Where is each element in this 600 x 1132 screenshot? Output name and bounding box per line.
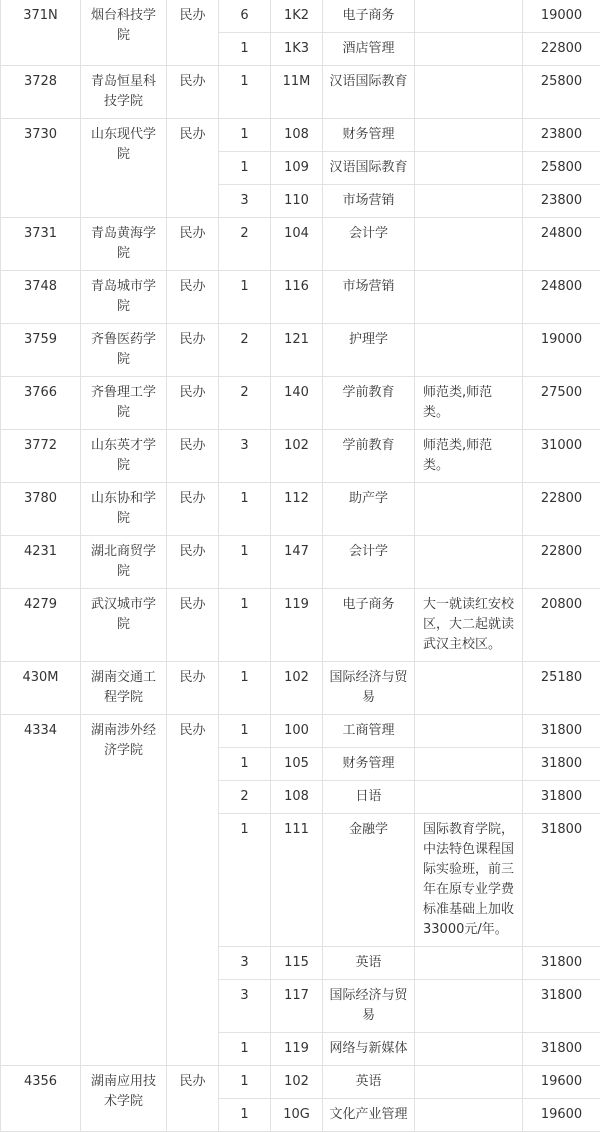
table-row xyxy=(1,430,600,483)
tuition-fee-cell: 31000 xyxy=(523,430,600,483)
school-type-cell: 民办 xyxy=(167,1066,219,1132)
note-cell xyxy=(415,1033,523,1066)
table-row xyxy=(1,483,600,536)
tuition-fee-cell: 31800 xyxy=(523,1033,600,1066)
school-name-cell: 湖北商贸学院 xyxy=(81,536,167,589)
note-cell xyxy=(415,66,523,119)
note-cell xyxy=(415,483,523,536)
school-type-cell: 民办 xyxy=(167,66,219,119)
tuition-fee-cell: 24800 xyxy=(523,271,600,324)
tuition-fee-cell: 19600 xyxy=(523,1099,600,1132)
major-code-cell: 102 xyxy=(271,662,323,715)
note-cell: 国际教育学院，中法特色课程国际实验班，前三年在原专业学费标准基础上加收33000元/年。 xyxy=(415,814,523,947)
major-code-cell: 109 xyxy=(271,152,323,185)
table-row xyxy=(1,119,600,152)
tuition-fee-cell: 25180 xyxy=(523,662,600,715)
plan-count-cell: 1 xyxy=(219,536,271,589)
major-name-cell: 汉语国际教育 xyxy=(323,66,415,119)
plan-count-cell: 1 xyxy=(219,589,271,662)
major-code-cell: 119 xyxy=(271,1033,323,1066)
school-code-cell: 430M xyxy=(1,662,81,715)
tuition-fee-cell: 27500 xyxy=(523,377,600,430)
major-name-cell: 护理学 xyxy=(323,324,415,377)
major-code-cell: 104 xyxy=(271,218,323,271)
plan-count-cell: 3 xyxy=(219,185,271,218)
school-code-cell: 3780 xyxy=(1,483,81,536)
major-code-cell: 102 xyxy=(271,430,323,483)
school-type-cell: 民办 xyxy=(167,483,219,536)
plan-count-cell: 3 xyxy=(219,947,271,980)
school-type-cell: 民办 xyxy=(167,0,219,66)
major-code-cell: 117 xyxy=(271,980,323,1033)
table-row xyxy=(1,66,600,119)
plan-count-cell: 2 xyxy=(219,218,271,271)
note-cell xyxy=(415,185,523,218)
major-name-cell: 金融学 xyxy=(323,814,415,947)
tuition-fee-cell: 31800 xyxy=(523,947,600,980)
major-name-cell: 财务管理 xyxy=(323,119,415,152)
school-type-cell: 民办 xyxy=(167,119,219,218)
school-code-cell: 4334 xyxy=(1,715,81,1066)
major-code-cell: 108 xyxy=(271,781,323,814)
major-name-cell: 会计学 xyxy=(323,536,415,589)
school-code-cell: 3728 xyxy=(1,66,81,119)
tuition-fee-cell: 25800 xyxy=(523,152,600,185)
note-cell xyxy=(415,947,523,980)
plan-count-cell: 6 xyxy=(219,0,271,33)
table-body xyxy=(1,0,600,1132)
major-name-cell: 汉语国际教育 xyxy=(323,152,415,185)
table-row xyxy=(1,218,600,271)
note-cell xyxy=(415,271,523,324)
school-code-cell: 3730 xyxy=(1,119,81,218)
note-cell xyxy=(415,33,523,66)
school-name-cell: 青岛恒星科技学院 xyxy=(81,66,167,119)
major-name-cell: 酒店管理 xyxy=(323,33,415,66)
tuition-fee-cell: 31800 xyxy=(523,814,600,947)
note-cell: 师范类,师范类。 xyxy=(415,430,523,483)
major-name-cell: 网络与新媒体 xyxy=(323,1033,415,1066)
school-type-cell: 民办 xyxy=(167,324,219,377)
note-cell xyxy=(415,1066,523,1099)
tuition-fee-cell: 23800 xyxy=(523,119,600,152)
table-row xyxy=(1,589,600,662)
tuition-fee-cell: 31800 xyxy=(523,748,600,781)
tuition-fee-cell: 22800 xyxy=(523,33,600,66)
school-name-cell: 湖南应用技术学院 xyxy=(81,1066,167,1132)
tuition-fee-cell: 19000 xyxy=(523,324,600,377)
major-code-cell: 111 xyxy=(271,814,323,947)
plan-count-cell: 1 xyxy=(219,715,271,748)
note-cell xyxy=(415,715,523,748)
plan-count-cell: 1 xyxy=(219,1033,271,1066)
major-code-cell: 121 xyxy=(271,324,323,377)
plan-count-cell: 3 xyxy=(219,980,271,1033)
major-name-cell: 文化产业管理 xyxy=(323,1099,415,1132)
note-cell xyxy=(415,781,523,814)
plan-count-cell: 2 xyxy=(219,781,271,814)
school-type-cell: 民办 xyxy=(167,536,219,589)
tuition-fee-cell: 22800 xyxy=(523,536,600,589)
major-code-cell: 10G xyxy=(271,1099,323,1132)
plan-count-cell: 3 xyxy=(219,430,271,483)
major-name-cell: 电子商务 xyxy=(323,589,415,662)
tuition-fee-cell: 20800 xyxy=(523,589,600,662)
plan-count-cell: 2 xyxy=(219,324,271,377)
school-name-cell: 湖南涉外经济学院 xyxy=(81,715,167,1066)
tuition-fee-cell: 24800 xyxy=(523,218,600,271)
major-name-cell: 市场营销 xyxy=(323,271,415,324)
plan-count-cell: 1 xyxy=(219,66,271,119)
plan-count-cell: 1 xyxy=(219,483,271,536)
tuition-fee-cell: 31800 xyxy=(523,781,600,814)
note-cell xyxy=(415,536,523,589)
school-name-cell: 山东协和学院 xyxy=(81,483,167,536)
school-type-cell: 民办 xyxy=(167,218,219,271)
major-name-cell: 会计学 xyxy=(323,218,415,271)
table-row xyxy=(1,271,600,324)
note-cell xyxy=(415,0,523,33)
plan-count-cell: 1 xyxy=(219,119,271,152)
plan-count-cell: 1 xyxy=(219,152,271,185)
tuition-fee-cell: 31800 xyxy=(523,980,600,1033)
plan-count-cell: 1 xyxy=(219,33,271,66)
school-type-cell: 民办 xyxy=(167,589,219,662)
school-code-cell: 371N xyxy=(1,0,81,66)
school-name-cell: 山东现代学院 xyxy=(81,119,167,218)
major-name-cell: 学前教育 xyxy=(323,377,415,430)
tuition-fee-cell: 22800 xyxy=(523,483,600,536)
plan-count-cell: 1 xyxy=(219,662,271,715)
table-row xyxy=(1,1066,600,1099)
table-row xyxy=(1,324,600,377)
table-row xyxy=(1,662,600,715)
major-name-cell: 日语 xyxy=(323,781,415,814)
plan-count-cell: 1 xyxy=(219,1099,271,1132)
major-name-cell: 财务管理 xyxy=(323,748,415,781)
note-cell xyxy=(415,1099,523,1132)
note-cell xyxy=(415,748,523,781)
major-code-cell: 11M xyxy=(271,66,323,119)
school-name-cell: 山东英才学院 xyxy=(81,430,167,483)
school-type-cell: 民办 xyxy=(167,271,219,324)
school-name-cell: 齐鲁理工学院 xyxy=(81,377,167,430)
school-code-cell: 4231 xyxy=(1,536,81,589)
major-code-cell: 102 xyxy=(271,1066,323,1099)
tuition-fee-cell: 31800 xyxy=(523,715,600,748)
major-code-cell: 116 xyxy=(271,271,323,324)
major-name-cell: 英语 xyxy=(323,1066,415,1099)
major-name-cell: 市场营销 xyxy=(323,185,415,218)
school-name-cell: 齐鲁医药学院 xyxy=(81,324,167,377)
note-cell xyxy=(415,980,523,1033)
school-code-cell: 3731 xyxy=(1,218,81,271)
major-name-cell: 工商管理 xyxy=(323,715,415,748)
major-name-cell: 助产学 xyxy=(323,483,415,536)
school-code-cell: 4279 xyxy=(1,589,81,662)
school-type-cell: 民办 xyxy=(167,662,219,715)
school-type-cell: 民办 xyxy=(167,715,219,1066)
school-code-cell: 3748 xyxy=(1,271,81,324)
major-name-cell: 电子商务 xyxy=(323,0,415,33)
note-cell xyxy=(415,152,523,185)
plan-count-cell: 1 xyxy=(219,814,271,947)
table-row xyxy=(1,0,600,33)
major-code-cell: 147 xyxy=(271,536,323,589)
major-code-cell: 1K3 xyxy=(271,33,323,66)
school-name-cell: 武汉城市学院 xyxy=(81,589,167,662)
plan-count-cell: 1 xyxy=(219,748,271,781)
note-cell xyxy=(415,218,523,271)
major-code-cell: 112 xyxy=(271,483,323,536)
major-code-cell: 1K2 xyxy=(271,0,323,33)
school-code-cell: 3759 xyxy=(1,324,81,377)
school-code-cell: 3766 xyxy=(1,377,81,430)
major-code-cell: 100 xyxy=(271,715,323,748)
tuition-fee-cell: 23800 xyxy=(523,185,600,218)
note-cell: 师范类,师范类。 xyxy=(415,377,523,430)
plan-count-cell: 2 xyxy=(219,377,271,430)
plan-count-cell: 1 xyxy=(219,271,271,324)
school-type-cell: 民办 xyxy=(167,430,219,483)
major-code-cell: 140 xyxy=(271,377,323,430)
major-code-cell: 108 xyxy=(271,119,323,152)
major-name-cell: 英语 xyxy=(323,947,415,980)
major-code-cell: 115 xyxy=(271,947,323,980)
note-cell xyxy=(415,324,523,377)
tuition-fee-cell: 19000 xyxy=(523,0,600,33)
table-row xyxy=(1,377,600,430)
school-name-cell: 青岛黄海学院 xyxy=(81,218,167,271)
major-code-cell: 110 xyxy=(271,185,323,218)
table-row xyxy=(1,715,600,748)
note-cell xyxy=(415,662,523,715)
school-code-cell: 4356 xyxy=(1,1066,81,1132)
school-code-cell: 3772 xyxy=(1,430,81,483)
major-name-cell: 国际经济与贸易 xyxy=(323,980,415,1033)
note-cell xyxy=(415,119,523,152)
tuition-fee-cell: 25800 xyxy=(523,66,600,119)
major-name-cell: 国际经济与贸易 xyxy=(323,662,415,715)
major-code-cell: 119 xyxy=(271,589,323,662)
school-name-cell: 烟台科技学院 xyxy=(81,0,167,66)
note-cell: 大一就读红安校区，大二起就读武汉主校区。 xyxy=(415,589,523,662)
school-name-cell: 湖南交通工程学院 xyxy=(81,662,167,715)
tuition-fee-cell: 19600 xyxy=(523,1066,600,1099)
major-name-cell: 学前教育 xyxy=(323,430,415,483)
table-row xyxy=(1,536,600,589)
school-type-cell: 民办 xyxy=(167,377,219,430)
plan-count-cell: 1 xyxy=(219,1066,271,1099)
school-name-cell: 青岛城市学院 xyxy=(81,271,167,324)
major-code-cell: 105 xyxy=(271,748,323,781)
